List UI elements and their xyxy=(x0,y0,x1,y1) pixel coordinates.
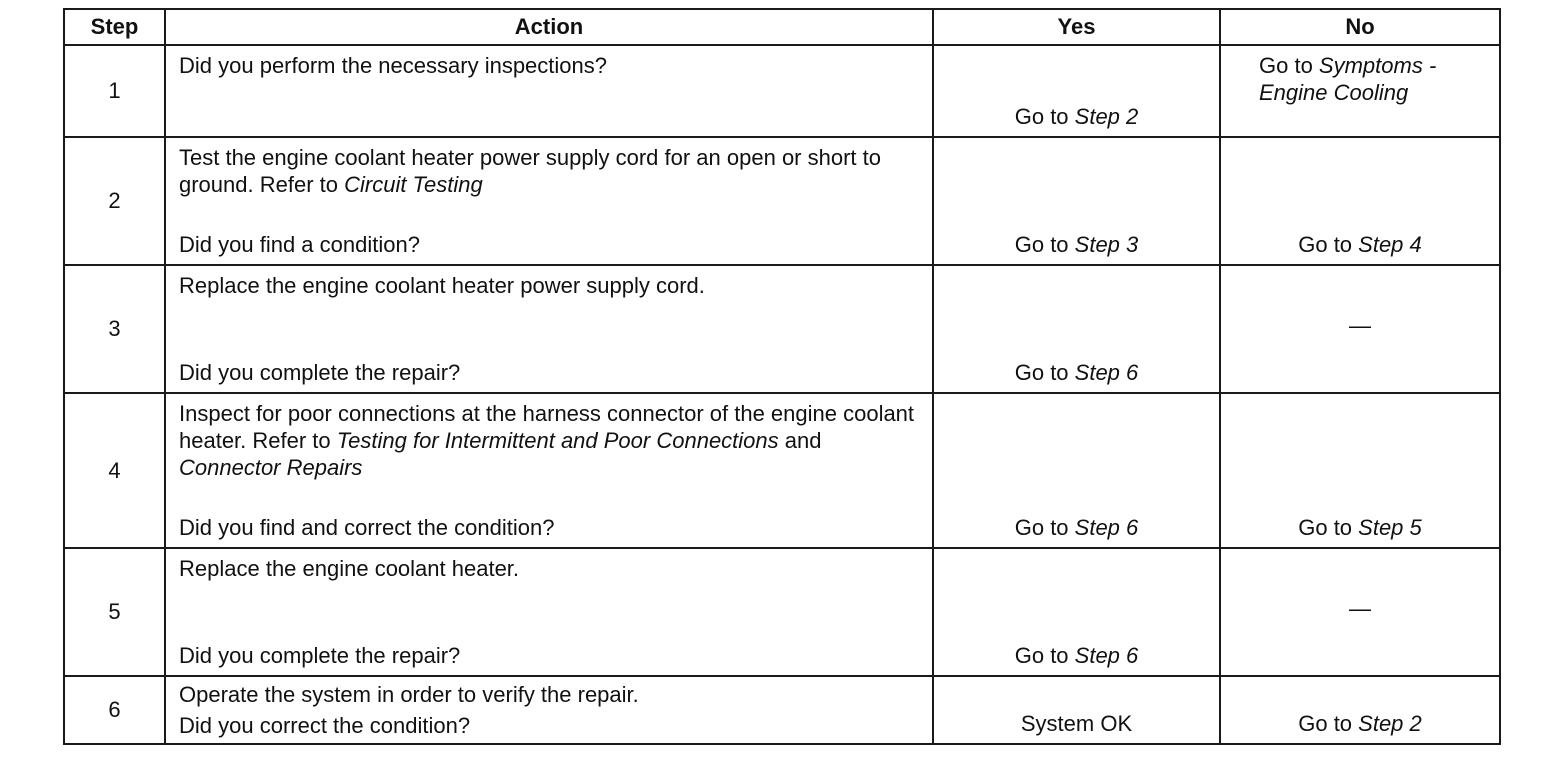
no-cell: — xyxy=(1220,548,1500,676)
yes-step-link[interactable]: Step 6 xyxy=(1074,515,1139,540)
table-row xyxy=(64,548,1500,676)
yes-step-link[interactable]: Step 3 xyxy=(1074,232,1139,257)
connector-repairs-link[interactable]: Connector Repairs xyxy=(179,455,363,480)
yes-cell: Go to Step 6 xyxy=(933,548,1220,676)
header-no: No xyxy=(1220,9,1500,45)
action-cell xyxy=(165,393,933,548)
step-number: 5 xyxy=(64,548,165,676)
step-number: 1 xyxy=(64,45,165,137)
step-number: 3 xyxy=(64,265,165,393)
no-symptoms-link[interactable]: Symptoms - Engine Cooling xyxy=(1259,53,1437,105)
circuit-testing-link[interactable]: Circuit Testing xyxy=(344,172,483,197)
yes-step-link[interactable]: Step 6 xyxy=(1074,360,1139,385)
header-step: Step xyxy=(64,9,165,45)
table-row xyxy=(64,137,1500,265)
table-row xyxy=(64,676,1500,744)
step-number: 2 xyxy=(64,137,165,265)
no-cell: Go to Step 5 xyxy=(1220,393,1500,548)
no-step-link[interactable]: Step 2 xyxy=(1358,711,1422,736)
intermittent-connections-link[interactable]: Testing for Intermittent and Poor Connections xyxy=(336,428,779,453)
no-cell: — xyxy=(1220,265,1500,393)
header-action: Action xyxy=(165,9,933,45)
action-question: Did you perform the necessary inspections? xyxy=(179,53,607,78)
table-row xyxy=(64,265,1500,393)
action-instruction: Operate the system in order to verify the repair. xyxy=(179,682,639,707)
action-question: Did you complete the repair? xyxy=(179,643,461,668)
action-instruction: Inspect for poor connections at the harness connector of the engine coolant heater. Refer to Testing for Intermittent and Poor Connections and Connector Repairs xyxy=(179,401,915,480)
yes-step-link[interactable]: Step 2 xyxy=(1074,104,1139,129)
action-cell xyxy=(165,45,933,137)
action-cell xyxy=(165,137,933,265)
action-question: Did you find and correct the condition? xyxy=(179,515,555,540)
yes-cell: Go to Step 6 xyxy=(933,265,1220,393)
table-row xyxy=(64,393,1500,548)
header-yes: Yes xyxy=(933,9,1220,45)
action-cell xyxy=(165,265,933,393)
no-cell: Go to Symptoms - Engine Cooling xyxy=(1220,45,1500,137)
action-instruction: Replace the engine coolant heater. xyxy=(179,556,520,581)
table-row xyxy=(64,45,1500,137)
action-instruction: Test the engine coolant heater power supply cord for an open or short to ground. Refer to Circuit Testing xyxy=(179,145,881,197)
action-cell xyxy=(165,548,933,676)
action-instruction: Replace the engine coolant heater power supply cord. xyxy=(179,273,705,298)
no-cell: Go to Step 4 xyxy=(1220,137,1500,265)
action-question: Did you find a condition? xyxy=(179,232,420,257)
no-step-link[interactable]: Step 5 xyxy=(1358,515,1422,540)
action-cell xyxy=(165,676,933,744)
yes-step-link[interactable]: Step 6 xyxy=(1074,643,1139,668)
yes-cell: Go to Step 6 xyxy=(933,393,1220,548)
yes-cell: Go to Step 2 xyxy=(933,45,1220,137)
header-row xyxy=(64,9,1500,45)
no-step-link[interactable]: Step 4 xyxy=(1358,232,1422,257)
yes-cell: Go to Step 3 xyxy=(933,137,1220,265)
yes-cell: System OK xyxy=(933,676,1220,744)
action-question: Did you complete the repair? xyxy=(179,360,461,385)
no-cell: Go to Step 2 xyxy=(1220,676,1500,744)
step-number: 6 xyxy=(64,676,165,744)
diagnostic-table xyxy=(63,8,1501,745)
step-number: 4 xyxy=(64,393,165,548)
action-question: Did you correct the condition? xyxy=(179,713,471,738)
